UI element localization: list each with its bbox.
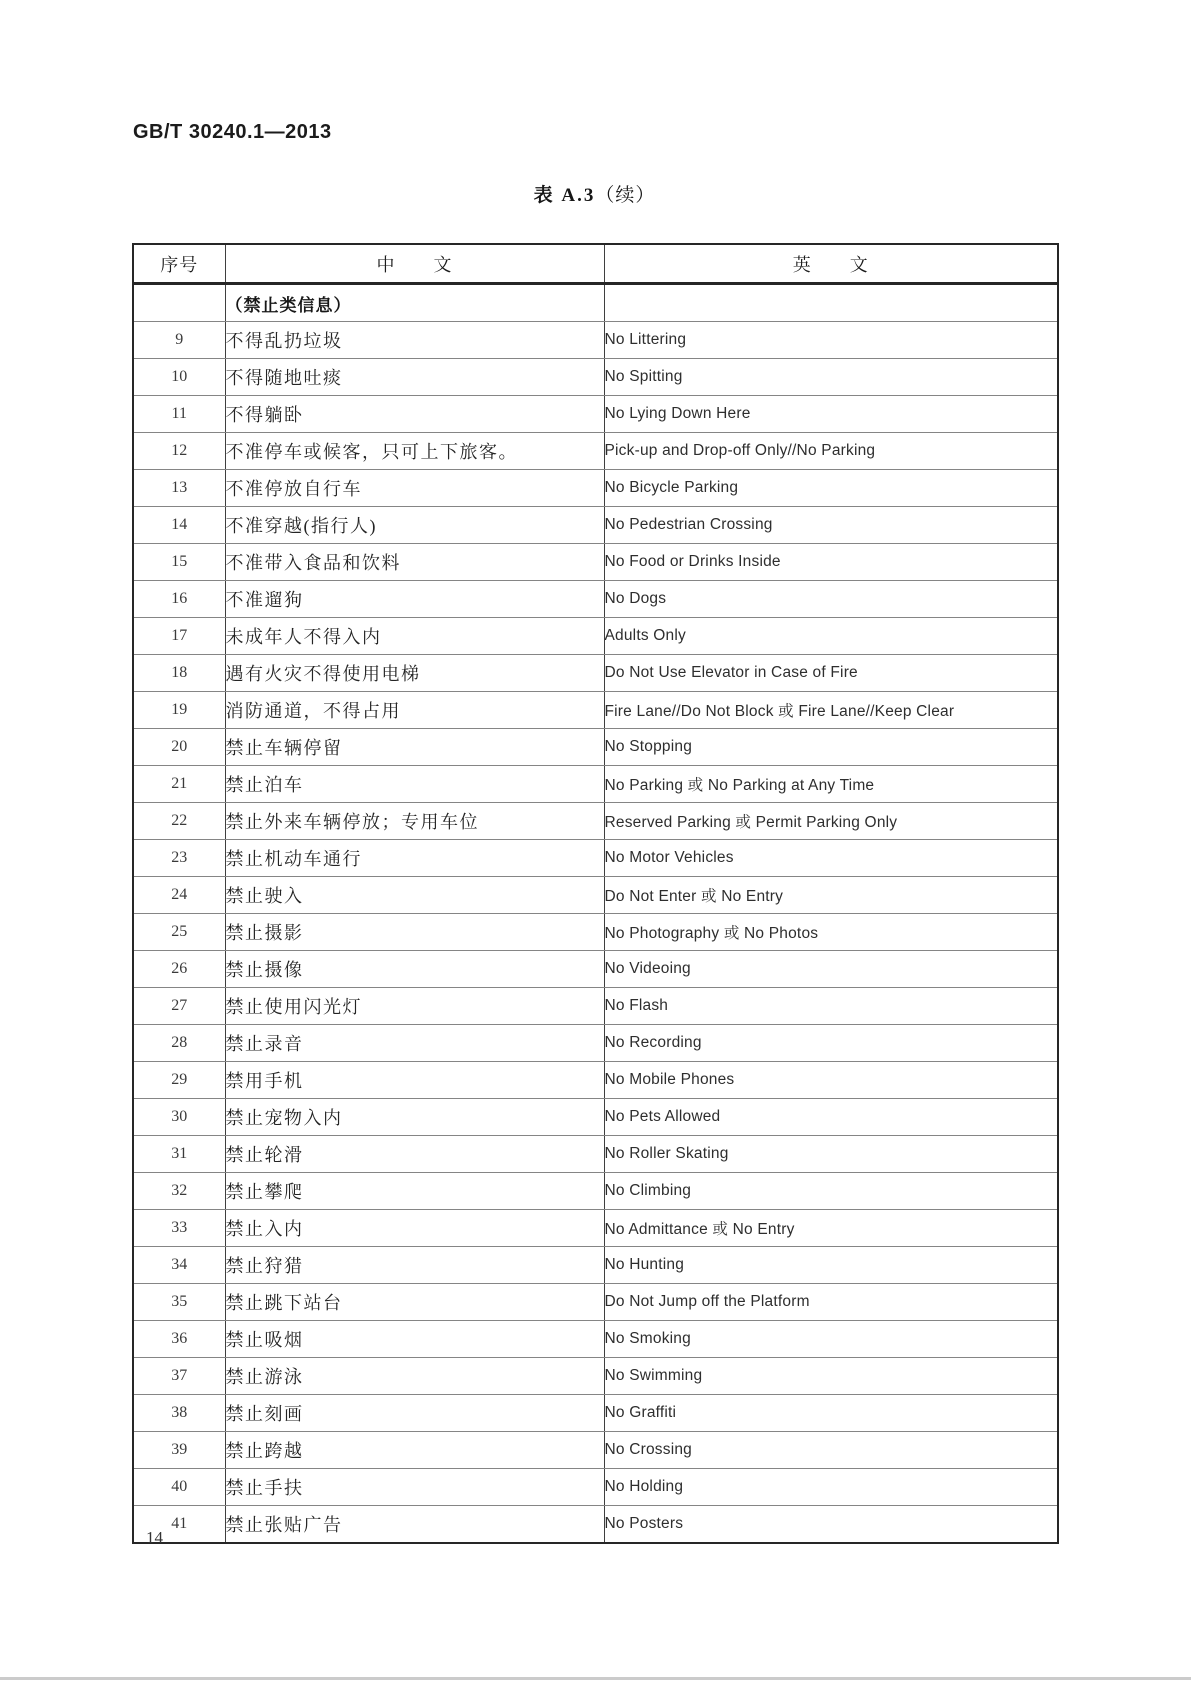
cell-chinese-text: 禁止摄影 [225, 914, 604, 951]
cell-chinese-text: 不得随地吐痰 [225, 359, 604, 396]
cell-chinese-text: 禁止跳下站台 [225, 1284, 604, 1321]
cell-serial-number: 35 [133, 1284, 225, 1321]
cell-serial-number: 28 [133, 1025, 225, 1062]
table-row [133, 1395, 1058, 1432]
cell-chinese-text: 不得躺卧 [225, 396, 604, 433]
cell-english-text: No Lying Down Here [604, 396, 1058, 433]
cell-chinese-text: 禁止刻画 [225, 1395, 604, 1432]
cell-english-text: No Smoking [604, 1321, 1058, 1358]
cell-chinese-text: 不准遛狗 [225, 581, 604, 618]
category-cell-english [604, 284, 1058, 322]
cell-english-text: Fire Lane//Do Not Block 或 Fire Lane//Keep Clear [604, 692, 1058, 729]
table-row [133, 322, 1058, 359]
table-row [133, 803, 1058, 840]
cell-chinese-text: 不准停放自行车 [225, 470, 604, 507]
cell-english-text: No Dogs [604, 581, 1058, 618]
table-title-suffix: （续） [595, 185, 656, 206]
cell-english-text: No Pedestrian Crossing [604, 507, 1058, 544]
cell-english-text: No Stopping [604, 729, 1058, 766]
cell-english-text: No Littering [604, 322, 1058, 359]
cell-serial-number: 16 [133, 581, 225, 618]
cell-chinese-text: 禁止跨越 [225, 1432, 604, 1469]
cell-serial-number: 14 [133, 507, 225, 544]
cell-english-text: No Recording [604, 1025, 1058, 1062]
table-row [133, 1210, 1058, 1247]
cell-serial-number: 15 [133, 544, 225, 581]
cell-serial-number: 24 [133, 877, 225, 914]
table-row [133, 433, 1058, 470]
cell-chinese-text: 不准穿越(指行人) [225, 507, 604, 544]
cell-chinese-text: 禁止外来车辆停放；专用车位 [225, 803, 604, 840]
cell-english-text: No Graffiti [604, 1395, 1058, 1432]
cell-english-text: No Videoing [604, 951, 1058, 988]
cell-serial-number: 10 [133, 359, 225, 396]
table-row [133, 1469, 1058, 1506]
table-row [133, 951, 1058, 988]
cell-chinese-text: 禁止轮滑 [225, 1136, 604, 1173]
cell-serial-number: 39 [133, 1432, 225, 1469]
table-row [133, 1247, 1058, 1284]
cell-serial-number: 37 [133, 1358, 225, 1395]
cell-chinese-text: 不准带入食品和饮料 [225, 544, 604, 581]
cell-english-text: No Spitting [604, 359, 1058, 396]
cell-chinese-text: 禁止录音 [225, 1025, 604, 1062]
cell-english-text: Do Not Use Elevator in Case of Fire [604, 655, 1058, 692]
cell-chinese-text: 不准停车或候客，只可上下旅客。 [225, 433, 604, 470]
cell-serial-number: 20 [133, 729, 225, 766]
standard-code: GB/T 30240.1—2013 [133, 121, 332, 143]
cell-english-text: Reserved Parking 或 Permit Parking Only [604, 803, 1058, 840]
cell-chinese-text: 禁止车辆停留 [225, 729, 604, 766]
table-row [133, 1358, 1058, 1395]
table-row [133, 581, 1058, 618]
sign-translation-table [132, 243, 1059, 1544]
table-row [133, 988, 1058, 1025]
table-row [133, 1173, 1058, 1210]
cell-chinese-text: 禁止驶入 [225, 877, 604, 914]
table-header-row [133, 244, 1058, 284]
cell-chinese-text: 禁用手机 [225, 1062, 604, 1099]
cell-serial-number: 27 [133, 988, 225, 1025]
cell-english-text: No Photography 或 No Photos [604, 914, 1058, 951]
table-row [133, 729, 1058, 766]
header-cell-no: 序号 [133, 244, 225, 284]
cell-english-text: Adults Only [604, 618, 1058, 655]
cell-chinese-text: 禁止机动车通行 [225, 840, 604, 877]
cell-serial-number: 13 [133, 470, 225, 507]
cell-serial-number: 11 [133, 396, 225, 433]
table-row [133, 840, 1058, 877]
cell-serial-number: 17 [133, 618, 225, 655]
table-row [133, 1506, 1058, 1544]
table-row [133, 766, 1058, 803]
cell-serial-number: 36 [133, 1321, 225, 1358]
cell-serial-number: 29 [133, 1062, 225, 1099]
cell-english-text: No Mobile Phones [604, 1062, 1058, 1099]
cell-english-text: No Crossing [604, 1432, 1058, 1469]
table-row [133, 470, 1058, 507]
category-cell-no [133, 284, 225, 322]
cell-chinese-text: 禁止入内 [225, 1210, 604, 1247]
cell-english-text: Do Not Jump off the Platform [604, 1284, 1058, 1321]
cell-english-text: Do Not Enter 或 No Entry [604, 877, 1058, 914]
cell-serial-number: 18 [133, 655, 225, 692]
table-row [133, 1025, 1058, 1062]
cell-english-text: No Hunting [604, 1247, 1058, 1284]
cell-english-text: No Roller Skating [604, 1136, 1058, 1173]
table-body [133, 284, 1058, 1544]
cell-chinese-text: 禁止吸烟 [225, 1321, 604, 1358]
cell-chinese-text: 未成年人不得入内 [225, 618, 604, 655]
table-row [133, 618, 1058, 655]
cell-english-text: No Motor Vehicles [604, 840, 1058, 877]
table-title [132, 180, 1057, 207]
table-row [133, 1136, 1058, 1173]
table-row [133, 877, 1058, 914]
cell-serial-number: 23 [133, 840, 225, 877]
cell-chinese-text: 禁止狩猎 [225, 1247, 604, 1284]
cell-serial-number: 41 [133, 1506, 225, 1544]
scan-edge-artifact [0, 1677, 1191, 1680]
table-row [133, 1321, 1058, 1358]
cell-serial-number: 26 [133, 951, 225, 988]
cell-chinese-text: 不得乱扔垃圾 [225, 322, 604, 359]
cell-english-text: No Holding [604, 1469, 1058, 1506]
cell-chinese-text: 禁止摄像 [225, 951, 604, 988]
cell-chinese-text: 禁止张贴广告 [225, 1506, 604, 1544]
header-cell-english: 英 文 [604, 244, 1058, 284]
cell-chinese-text: 禁止泊车 [225, 766, 604, 803]
table-row [133, 914, 1058, 951]
table-row [133, 1432, 1058, 1469]
table-row [133, 655, 1058, 692]
cell-serial-number: 30 [133, 1099, 225, 1136]
cell-english-text: No Flash [604, 988, 1058, 1025]
cell-chinese-text: 禁止游泳 [225, 1358, 604, 1395]
cell-serial-number: 33 [133, 1210, 225, 1247]
cell-chinese-text: 禁止使用闪光灯 [225, 988, 604, 1025]
table-row [133, 1099, 1058, 1136]
cell-english-text: No Climbing [604, 1173, 1058, 1210]
cell-chinese-text: 禁止宠物入内 [225, 1099, 604, 1136]
cell-english-text: No Posters [604, 1506, 1058, 1544]
cell-chinese-text: 消防通道，不得占用 [225, 692, 604, 729]
cell-serial-number: 34 [133, 1247, 225, 1284]
cell-english-text: No Parking 或 No Parking at Any Time [604, 766, 1058, 803]
category-cell-chinese: （禁止类信息） [225, 284, 604, 322]
table-row [133, 692, 1058, 729]
cell-chinese-text: 遇有火灾不得使用电梯 [225, 655, 604, 692]
table-row [133, 359, 1058, 396]
cell-chinese-text: 禁止手扶 [225, 1469, 604, 1506]
table-row [133, 507, 1058, 544]
cell-serial-number: 22 [133, 803, 225, 840]
table-title-main: 表 A.3 [533, 185, 596, 206]
cell-serial-number: 25 [133, 914, 225, 951]
table-row [133, 1062, 1058, 1099]
cell-english-text: No Food or Drinks Inside [604, 544, 1058, 581]
table-row [133, 396, 1058, 433]
cell-chinese-text: 禁止攀爬 [225, 1173, 604, 1210]
cell-serial-number: 31 [133, 1136, 225, 1173]
cell-serial-number: 19 [133, 692, 225, 729]
cell-english-text: Pick-up and Drop-off Only//No Parking [604, 433, 1058, 470]
cell-english-text: No Admittance 或 No Entry [604, 1210, 1058, 1247]
cell-serial-number: 38 [133, 1395, 225, 1432]
cell-serial-number: 32 [133, 1173, 225, 1210]
cell-serial-number: 40 [133, 1469, 225, 1506]
cell-english-text: No Pets Allowed [604, 1099, 1058, 1136]
category-row [133, 284, 1058, 322]
header-cell-chinese: 中 文 [225, 244, 604, 284]
cell-serial-number: 9 [133, 322, 225, 359]
cell-serial-number: 21 [133, 766, 225, 803]
cell-english-text: No Swimming [604, 1358, 1058, 1395]
table-row [133, 1284, 1058, 1321]
page-number: 14 [146, 1528, 163, 1547]
cell-english-text: No Bicycle Parking [604, 470, 1058, 507]
cell-serial-number: 12 [133, 433, 225, 470]
table-row [133, 544, 1058, 581]
